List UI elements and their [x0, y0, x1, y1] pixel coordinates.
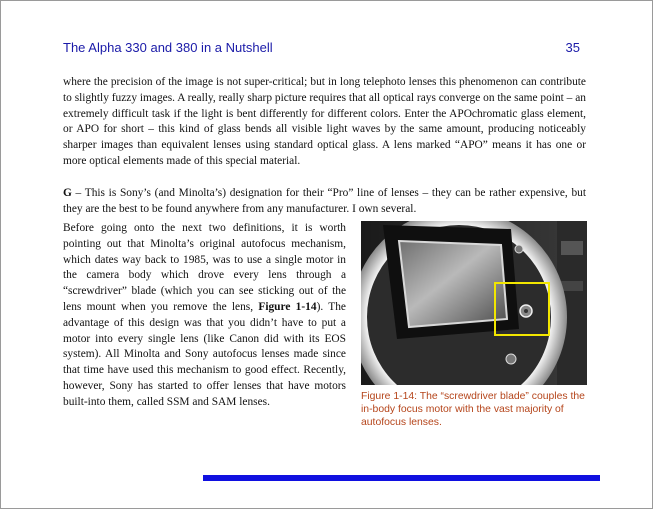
paragraph-g-text: – This is Sony’s (and Minolta’s) designation for their “Pro” line of lenses – they can be rather expensive, but they are the best to be found anywhere from any manufacturer. I own several.: [63, 187, 586, 215]
page-number: 35: [565, 40, 580, 55]
figure-photo: [361, 221, 587, 385]
running-title: The Alpha 330 and 380 in a Nutshell: [63, 40, 273, 55]
figure-label: Figure 1-14: [361, 391, 415, 402]
camera-mount-photo: [361, 221, 587, 385]
bottom-rule: [203, 475, 600, 481]
paragraph-screwdriver-part2: ). The advantage of this design was that you didn’t have to put a motor into every single lens (like Canon did with its EOS system). All Minolta and Sony autofocus lenses made since that time have used this mechanism to good effect. Recently, however, Sony has started to offer lenses that have motors built-into them, called SSM and SAM lenses.: [63, 300, 346, 408]
term-g: G: [63, 187, 72, 199]
paragraph-g-lenses: [63, 186, 586, 218]
figure-caption-text: : The “screwdriver blade” couples the in-body focus motor with the vast majority of autofocus lenses.: [361, 391, 585, 429]
paragraph-screwdriver-part1: Before going onto the next two definitions, it is worth pointing out that Minolta’s original autofocus mechanism, which dates way back to 1985, was to use a single motor in the camera body which drove every lens through a “screwdriver” blade (which you can see sticking out of the lens mount when you remove the lens,: [63, 222, 346, 313]
paragraph-apo: where the precision of the image is not super-critical; but in long telephoto lenses this phenomenon can contribute to slightly fuzzy images. A really, really sharp picture requires that all optical rays converge on the same point – an extremely difficult task if the light is bent differently for different colors. Enter the APOchromatic glass element, or APO for short – this kind of glass bends all visible light waves by the same amount, producing noticeably sharper images than equivalent lenses using standard optical glass. A lens marked “APO” means it has one or more optical elements made of this special material.: [63, 76, 586, 167]
paragraph-screwdriver: [63, 221, 346, 411]
figure-caption: [361, 390, 587, 430]
figure-reference: Figure 1-14: [258, 300, 317, 313]
